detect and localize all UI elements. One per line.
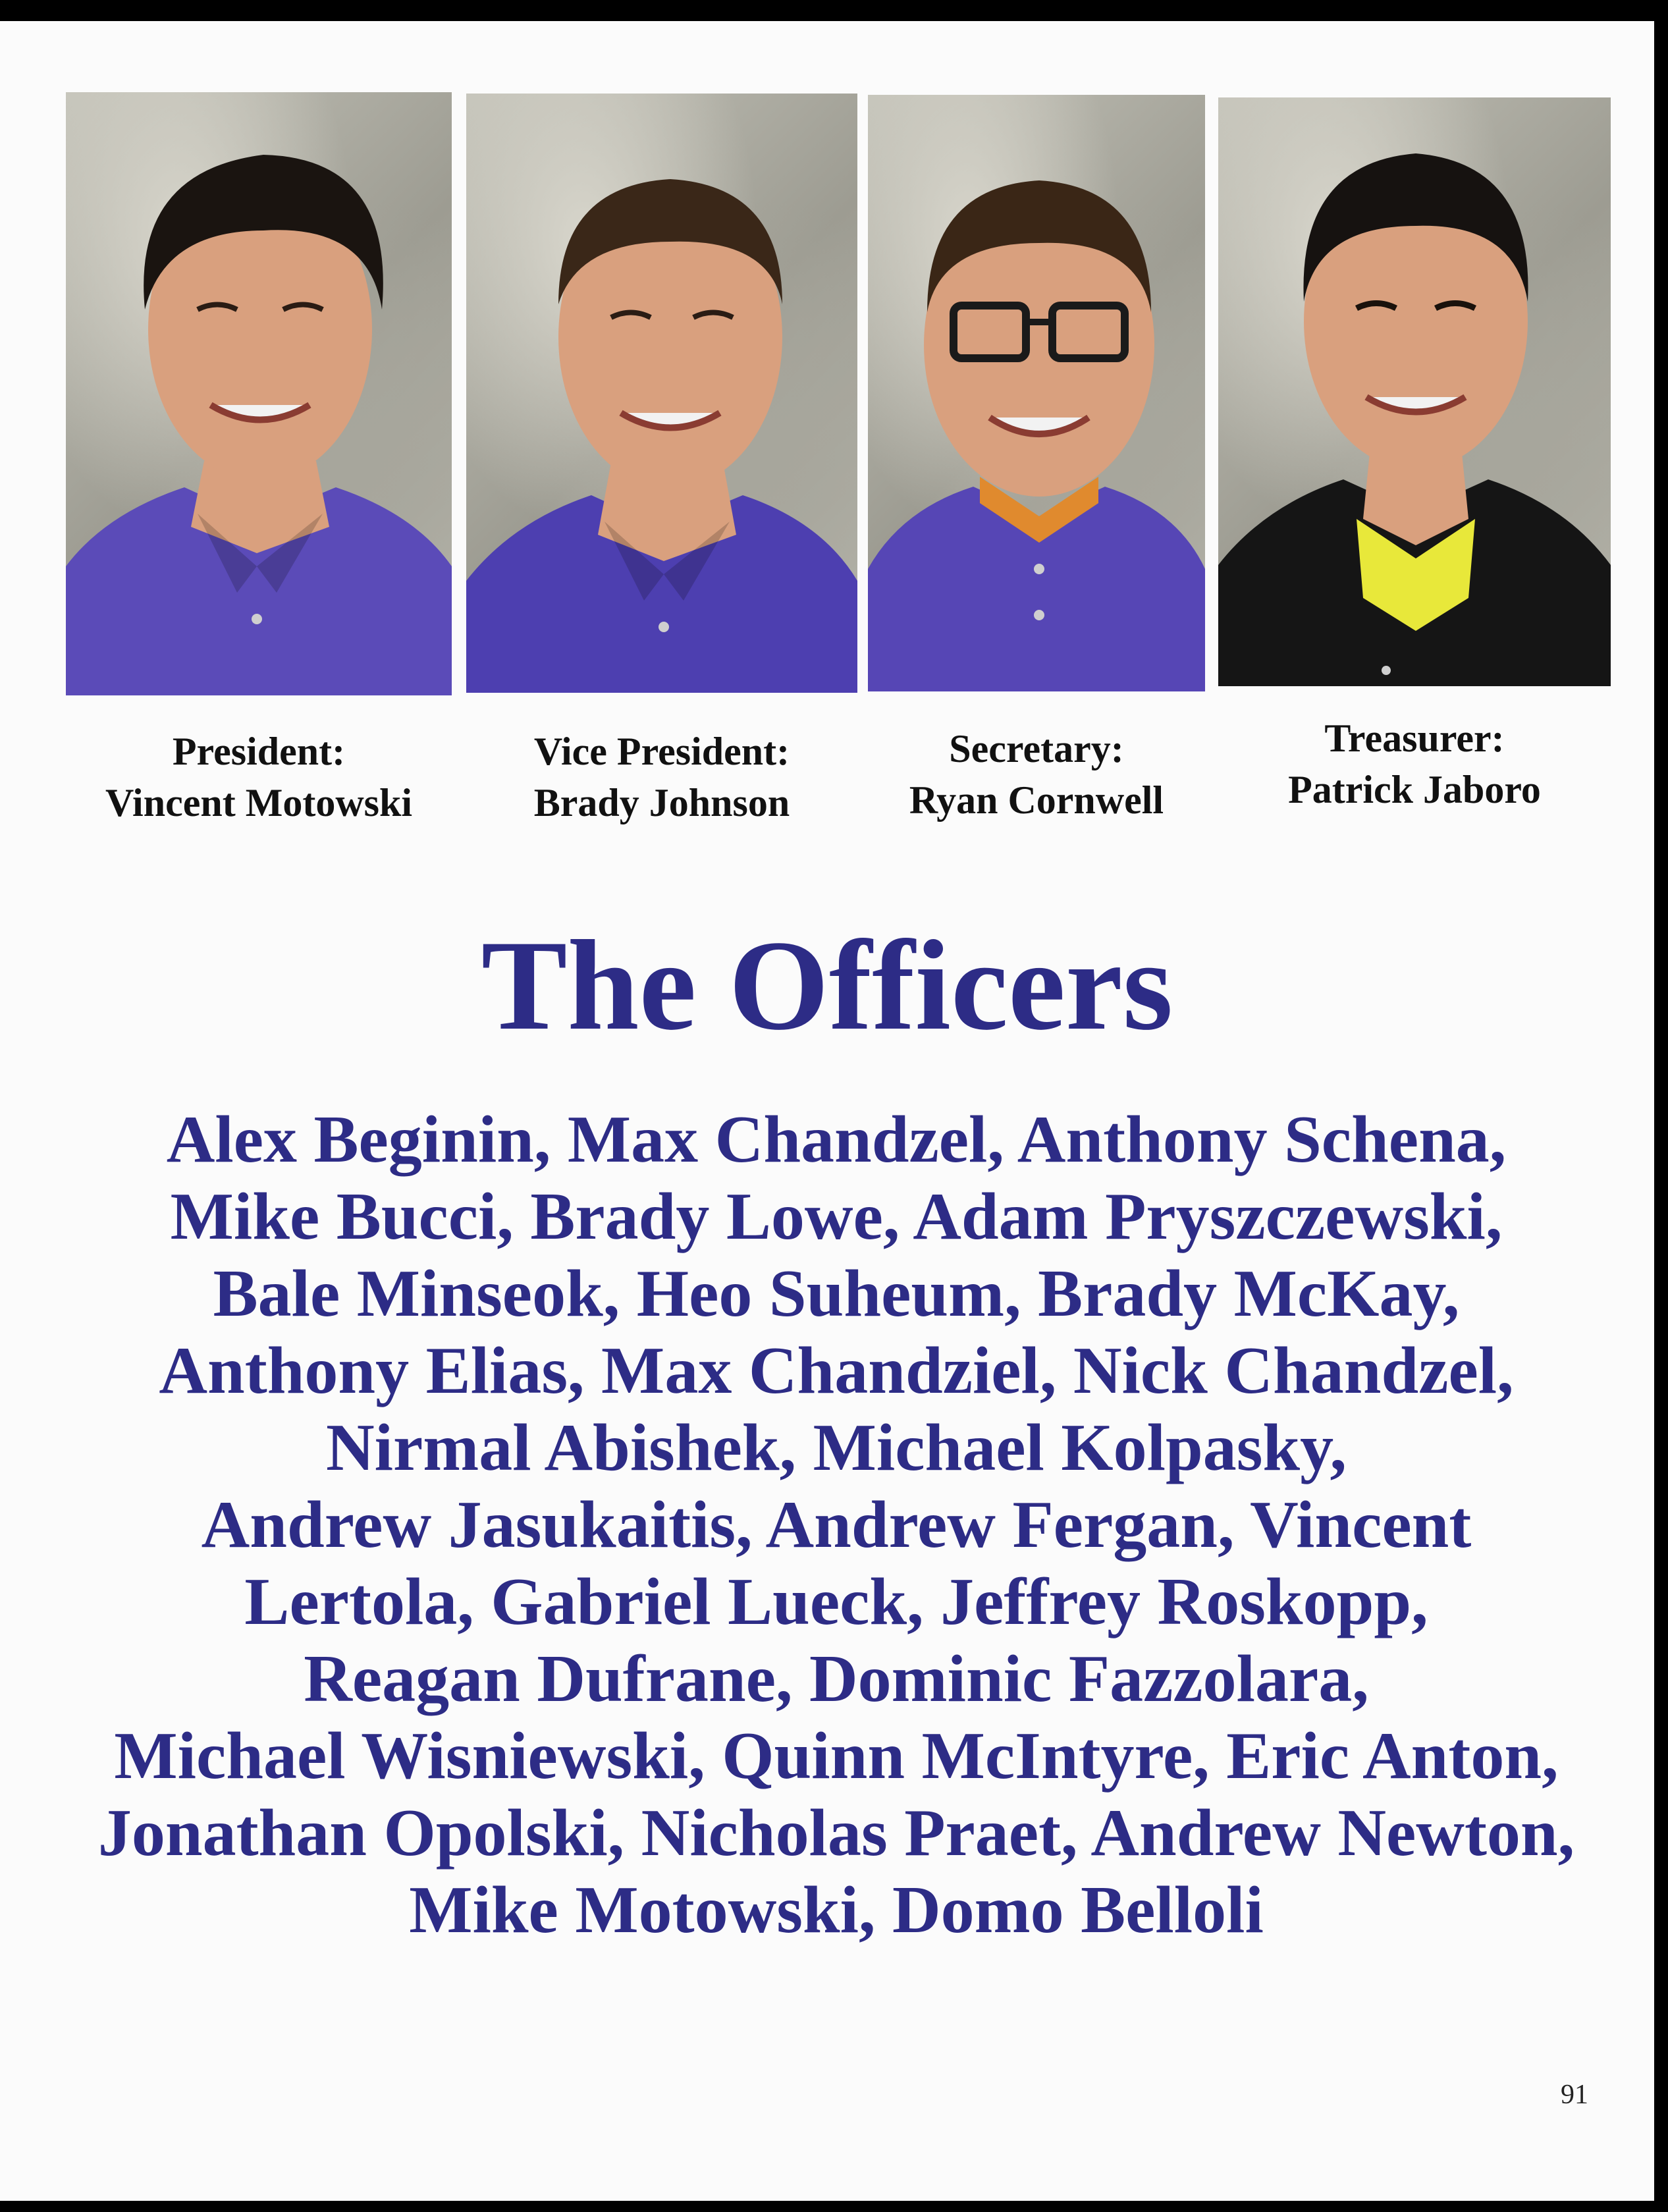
- officer-photo-president: [66, 92, 452, 695]
- member-line: Nirmal Abishek, Michael Kolpasky,: [325, 1411, 1347, 1485]
- officer-caption-treasurer: [1218, 713, 1611, 815]
- member-line: Mike Bucci, Brady Lowe, Adam Pryszczewski,: [170, 1179, 1503, 1254]
- officer-name: Brady Johnson: [533, 781, 790, 824]
- member-line: Bale Minseok, Heo Suheum, Brady McKay,: [213, 1256, 1460, 1331]
- officer-role: President:: [172, 730, 346, 773]
- page-number: 91: [1561, 2080, 1588, 2110]
- officer-role: Treasurer:: [1324, 716, 1505, 760]
- officer-caption-vice-president: [466, 726, 857, 828]
- yearbook-page: [0, 21, 1654, 2201]
- member-line: Reagan Dufrane, Dominic Fazzolara,: [304, 1642, 1369, 1716]
- member-line: Alex Beginin, Max Chandzel, Anthony Schena,: [166, 1102, 1507, 1177]
- portrait-illustration: [66, 92, 452, 695]
- officer-photo-vice-president: [466, 94, 857, 693]
- portrait-illustration: [868, 95, 1205, 691]
- member-line: Jonathan Opolski, Nicholas Praet, Andrew Newton,: [97, 1796, 1575, 1870]
- officer-role: Secretary:: [949, 727, 1124, 770]
- member-line: Andrew Jasukaitis, Andrew Fergan, Vincent: [201, 1488, 1472, 1562]
- member-line: Mike Motowski, Domo Belloli: [409, 1873, 1264, 1947]
- portrait-illustration: [1218, 97, 1611, 686]
- officer-role: Vice President:: [533, 730, 790, 773]
- officer-name: Ryan Cornwell: [909, 778, 1164, 822]
- officer-caption-secretary: [868, 723, 1205, 826]
- member-list: [72, 1101, 1600, 1949]
- officer-photo-treasurer: [1218, 97, 1611, 686]
- portrait-illustration: [466, 94, 857, 693]
- officer-photo-secretary: [868, 95, 1205, 691]
- member-line: Lertola, Gabriel Lueck, Jeffrey Roskopp,: [244, 1565, 1428, 1639]
- member-line: Michael Wisniewski, Quinn McIntyre, Eric Anton,: [114, 1719, 1559, 1793]
- officer-caption-president: [66, 726, 452, 828]
- officer-name: Vincent Motowski: [105, 781, 413, 824]
- officer-name: Patrick Jaboro: [1288, 768, 1541, 811]
- member-line: Anthony Elias, Max Chandziel, Nick Chandzel,: [159, 1334, 1514, 1408]
- page-title: The Officers: [481, 914, 1173, 1057]
